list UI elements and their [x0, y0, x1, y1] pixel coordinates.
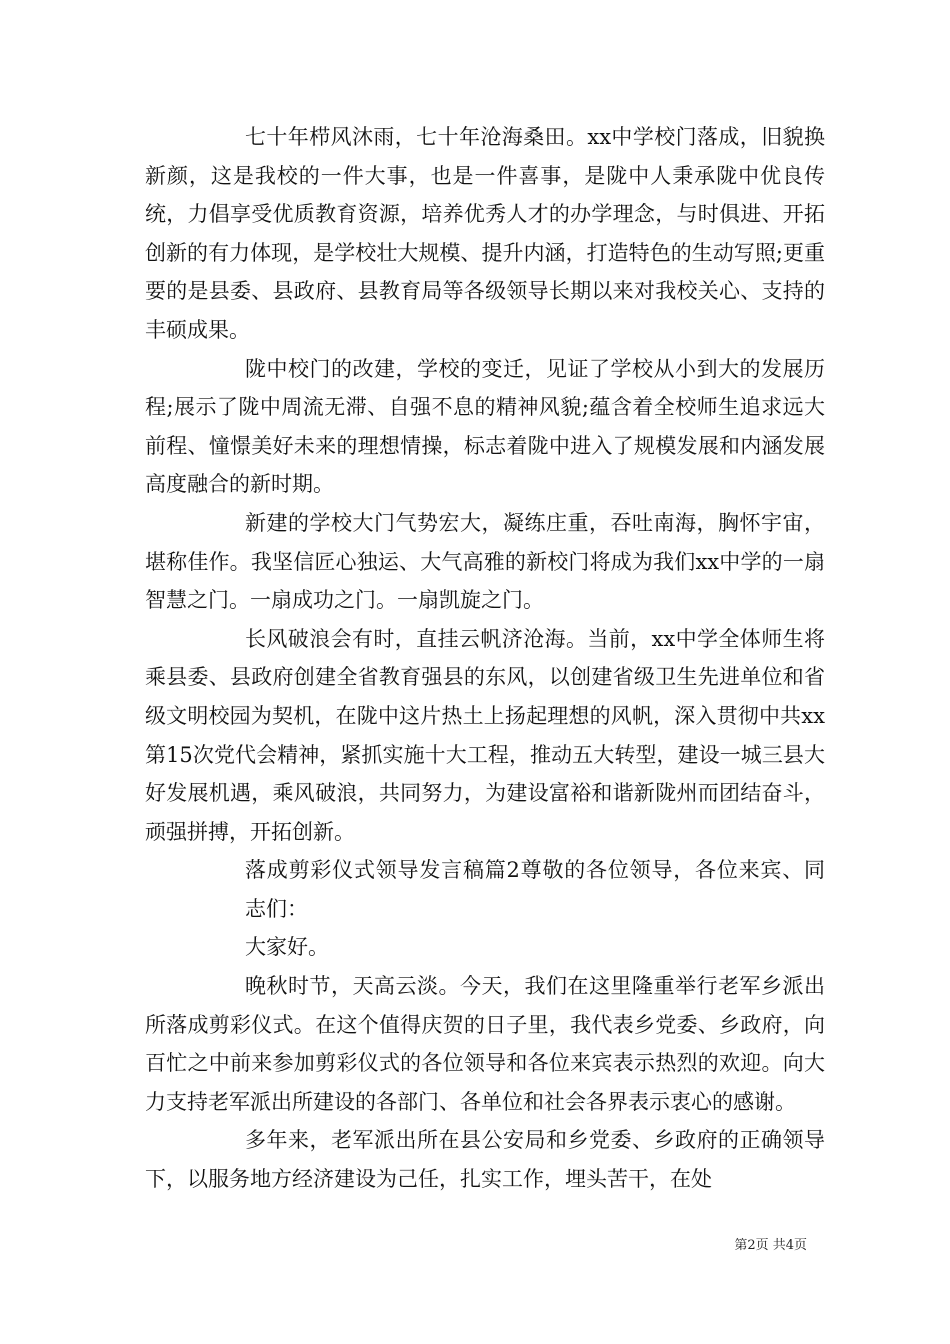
paragraph-1: 七十年栉风沐雨，七十年沧海桑田。xx中学校门落成，旧貌换新颜，这是我校的一件大事，也是一件喜事，是陇中人秉承陇中优良传统，力倡享受优质教育资源，培养优秀人才的办学理念，与时俱进、开拓创新的有力体现，是学校壮大规模、提升内涵，打造特色的生动写照;更重要的是县委、县政府、县教育局等各级领导长期以来对我校关心、支持的丰硕成果。 [145, 125, 825, 342]
page-number-footer: 第2页 共4页 [734, 1238, 807, 1253]
paragraph-2: 陇中校门的改建，学校的变迁，见证了学校从小到大的发展历程;展示了陇中周流无滞、自强不息的精神风貌;蕴含着全校师生追求远大前程、憧憬美好未来的理想情操，标志着陇中进入了规模发展和内涵发展高度融合的新时期。 [145, 356, 825, 497]
paragraph-8: 多年来，老军派出所在县公安局和乡党委、乡政府的正确领导下，以服务地方经济建设为己任，扎实工作，埋头苦干，在处 [145, 1128, 825, 1192]
paragraph-3: 新建的学校大门气势宏大，凝练庄重，吞吐南海，胸怀宇宙，堪称佳作。我坚信匠心独运、大气高雅的新校门将成为我们xx中学的一扇智慧之门。一扇成功之门。一扇凯旋之门。 [145, 510, 825, 613]
paragraph-6-greeting: 大家好。 [245, 935, 329, 960]
paragraph-4: 长风破浪会有时，直挂云帆济沧海。当前，xx中学全体师生将乘县委、县政府创建全省教育强县的东风，以创建省级卫生先进单位和省级文明校园为契机，在陇中这片热土上扬起理想的风帆，深入贯彻中共xx第15次党代会精神，紧抓实施十大工程，推动五大转型，建设一城三县大好发展机遇，乘风破浪，共同努力，为建设富裕和谐新陇州而团结奋斗，顽强拼搏，开拓创新。 [145, 626, 825, 844]
paragraph-7: 晚秋时节，天高云淡。今天，我们在这里隆重举行老军乡派出所落成剪彩仪式。在这个值得庆贺的日子里，我代表乡党委、乡政府，向百忙之中前来参加剪彩仪式的各位领导和各位来宾表示热烈的欢迎。向大力支持老军派出所建设的各部门、各单位和社会各界表示衷心的感谢。 [145, 974, 825, 1114]
document-body [145, 118, 825, 1199]
paragraph-5-heading: 落成剪彩仪式领导发言稿篇2尊敬的各位领导，各位来宾、同志们： [245, 858, 825, 921]
